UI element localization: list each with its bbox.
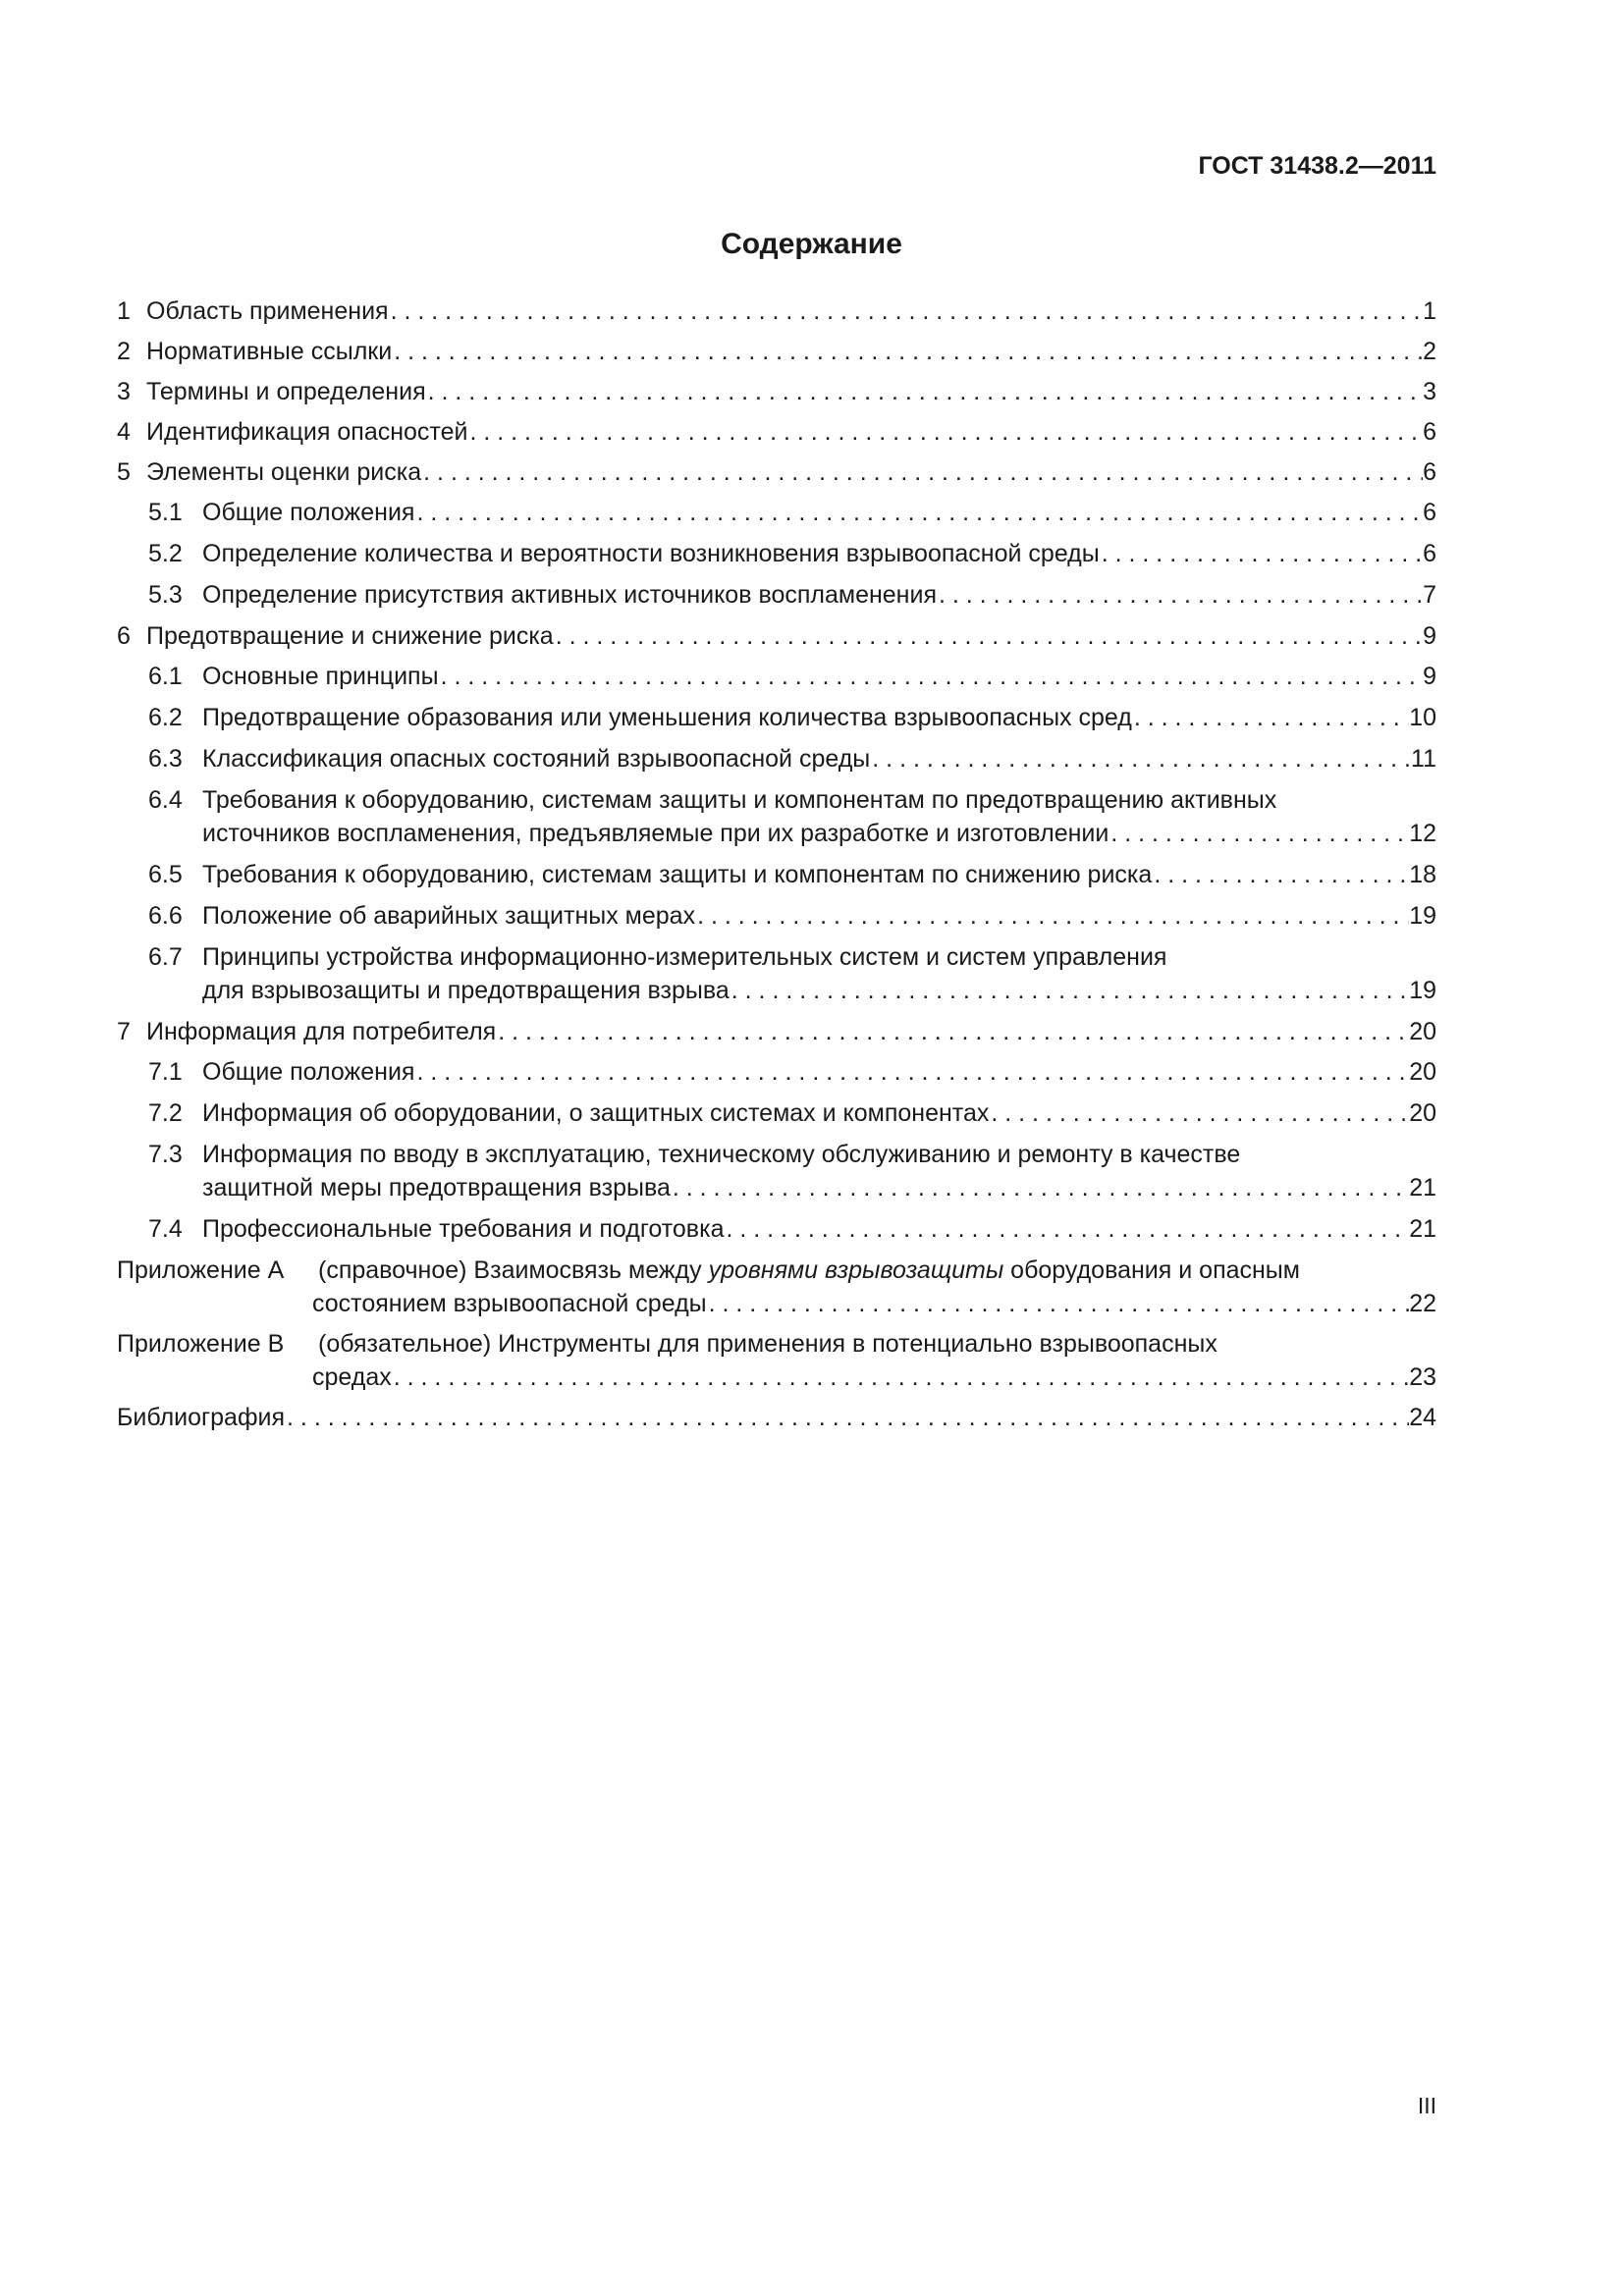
document-code: ГОСТ 31438.2—2011 [1198,152,1436,180]
toc-entry[interactable] [117,783,1436,850]
toc-entry[interactable] [117,335,1436,368]
toc-entry-number: 7 [117,1018,131,1045]
dot-leader [707,1287,1410,1320]
toc-entry-number: 6.4 [148,786,183,814]
toc-entry[interactable] [117,1055,1436,1089]
toc-entry-page: 21 [1409,1215,1436,1243]
dot-leader [554,619,1423,653]
dot-leader [467,415,1423,449]
toc-entry-title: Определение присутствия активных источников воспламенения [202,581,937,609]
toc-entry-title-line1 [312,1254,1436,1287]
toc-entry-title: Предотвращение образования или уменьшения количества взрывоопасных сред [202,704,1132,731]
toc-entry-page: 20 [1409,1018,1436,1045]
dot-leader [496,1015,1409,1048]
dot-leader [421,455,1423,489]
dot-leader [285,1401,1409,1434]
toc-entry-number: 6.1 [148,663,183,690]
page-number: III [1417,2093,1436,2118]
dot-leader [1152,858,1409,891]
toc-entry-page: 19 [1409,902,1436,930]
toc-entry-page: 21 [1409,1174,1436,1201]
toc-entry-number: 5 [117,458,131,486]
toc-entry-page: 9 [1423,663,1436,690]
toc-entry-number: 5.2 [148,540,183,567]
toc-entry-page: 12 [1409,820,1436,847]
toc-entry[interactable] [117,375,1436,408]
toc-entry[interactable] [117,701,1436,734]
toc-entry[interactable] [117,1138,1436,1204]
toc-entry-page: 20 [1409,1099,1436,1127]
dot-leader [989,1096,1409,1130]
toc-entry-page: 6 [1423,418,1436,446]
dot-leader [439,660,1424,693]
toc-entry[interactable] [117,1096,1436,1130]
appendix-title-part: (обязательное) Инструменты для применения в потенциально взрывоопасных [318,1330,1217,1358]
toc-entry-number: 7.4 [148,1215,183,1243]
dot-leader [1109,817,1409,850]
toc-entry-title: Область применения [146,297,389,325]
appendix-label: Приложение А [117,1256,285,1284]
toc-entry[interactable] [117,619,1436,653]
toc-entry[interactable] [117,1015,1436,1048]
toc-entry-number: 2 [117,338,131,365]
toc-entry-page: 23 [1409,1363,1436,1391]
appendix-label: Приложение В [117,1330,285,1358]
toc-entry-title: Профессиональные требования и подготовка [202,1215,725,1243]
toc-entry-page: 24 [1409,1404,1436,1431]
toc-entry-page: 3 [1423,378,1436,405]
toc-entry-title: Положение об аварийных защитных мерах [202,902,696,930]
dot-leader [870,742,1411,775]
dot-leader [414,1055,1409,1089]
dot-leader [392,335,1423,368]
toc-entry[interactable] [117,294,1436,328]
toc-entry-title: Общие положения [202,1058,415,1086]
toc-entry-number: 4 [117,418,131,446]
dot-leader [695,899,1409,933]
toc-entry-title-line1: Принципы устройства информационно-измерительных систем и систем управления [202,943,1167,971]
appendix-title-part: (справочное) Взаимосвязь между [318,1256,709,1284]
toc-entry-title-line2: источников воспламенения, предъявляемые при их разработке и изготовлении [202,820,1109,847]
dot-leader [426,375,1423,408]
dot-leader [724,1212,1409,1246]
toc-entry[interactable] [117,537,1436,570]
toc-entry-title: Библиография [117,1404,286,1431]
toc-entry-page: 6 [1423,540,1436,567]
toc-entry-appendix[interactable] [117,1327,1436,1394]
table-of-contents [117,294,1436,1441]
toc-entry[interactable] [117,496,1436,529]
dot-leader [414,496,1423,529]
toc-entry-title-line2: защитной меры предотвращения взрыва [202,1174,671,1201]
toc-entry[interactable] [117,455,1436,489]
toc-entry-title-line2: средах [312,1363,392,1391]
toc-entry-number: 7.2 [148,1099,183,1127]
toc-entry-number: 6.5 [148,861,183,888]
toc-entry-page: 11 [1411,745,1436,773]
toc-entry-page: 20 [1409,1058,1436,1086]
toc-entry-title: Идентификация опасностей [146,418,468,446]
dot-leader [389,294,1424,328]
toc-entry[interactable] [117,742,1436,775]
dot-leader [937,578,1423,612]
toc-entry-title: Требования к оборудованию, системам защиты и компонентам по снижению риска [202,861,1153,888]
toc-entry-title-line1: Требования к оборудованию, системам защиты и компонентам по предотвращению активных [202,786,1277,814]
toc-entry-title: Информация для потребителя [146,1018,497,1045]
toc-entry-bibliography[interactable] [117,1401,1436,1434]
toc-title: Содержание [721,228,902,260]
toc-entry-number: 6 [117,622,131,650]
toc-entry-title: Нормативные ссылки [146,338,393,365]
appendix-title-italic: уровнями взрывозащиты [708,1256,1004,1284]
dot-leader [392,1361,1409,1394]
toc-entry-page: 1 [1423,297,1436,325]
toc-entry-title: Термины и определения [146,378,426,405]
toc-entry-page: 9 [1423,622,1436,650]
toc-entry-page: 18 [1409,861,1436,888]
toc-entry-title: Определение количества и вероятности возникновения взрывоопасной среды [202,540,1100,567]
toc-entry-title: Информация об оборудовании, о защитных системах и компонентах [202,1099,990,1127]
toc-entry-page: 22 [1409,1290,1436,1317]
toc-entry[interactable] [117,660,1436,693]
toc-entry-title: Основные принципы [202,663,439,690]
toc-entry-appendix[interactable] [117,1254,1436,1320]
dot-leader [1100,537,1423,570]
toc-entry[interactable] [117,578,1436,612]
toc-entry-page: 10 [1409,704,1436,731]
toc-entry[interactable] [117,940,1436,1007]
dot-leader [671,1171,1409,1204]
toc-entry-page: 2 [1423,338,1436,365]
toc-entry-number: 7.3 [148,1141,183,1168]
toc-entry-number: 6.3 [148,745,183,773]
appendix-title-part: оборудования и опасным [1003,1256,1300,1284]
toc-entry-title: Элементы оценки риска [146,458,422,486]
toc-entry-number: 6.7 [148,943,183,971]
toc-entry-title: Предотвращение и снижение риска [146,622,554,650]
toc-entry-title: Общие положения [202,499,415,526]
toc-entry-page: 6 [1423,458,1436,486]
toc-entry[interactable] [117,1212,1436,1246]
dot-leader [730,974,1409,1007]
toc-entry-number: 6.2 [148,704,183,731]
toc-entry-number: 3 [117,378,131,405]
toc-entry[interactable] [117,415,1436,449]
toc-entry-title-line2: для взрывозащиты и предотвращения взрыва [202,977,730,1004]
toc-entry-title-line1 [312,1327,1436,1361]
toc-entry-number: 7.1 [148,1058,183,1086]
toc-entry-page: 19 [1409,977,1436,1004]
toc-entry-title: Классификация опасных состояний взрывоопасной среды [202,745,871,773]
toc-entry-number: 1 [117,297,131,325]
toc-entry-number: 6.6 [148,902,183,930]
toc-entry-number: 5.3 [148,581,183,609]
toc-entry[interactable] [117,899,1436,933]
dot-leader [1132,701,1409,734]
toc-entry-page: 6 [1423,499,1436,526]
toc-entry-number: 5.1 [148,499,183,526]
toc-entry-title-line1: Информация по вводу в эксплуатацию, техническому обслуживанию и ремонту в качестве [202,1141,1241,1168]
toc-entry[interactable] [117,858,1436,891]
toc-entry-title-line2: состоянием взрывоопасной среды [312,1290,707,1317]
toc-entry-page: 7 [1423,581,1436,609]
